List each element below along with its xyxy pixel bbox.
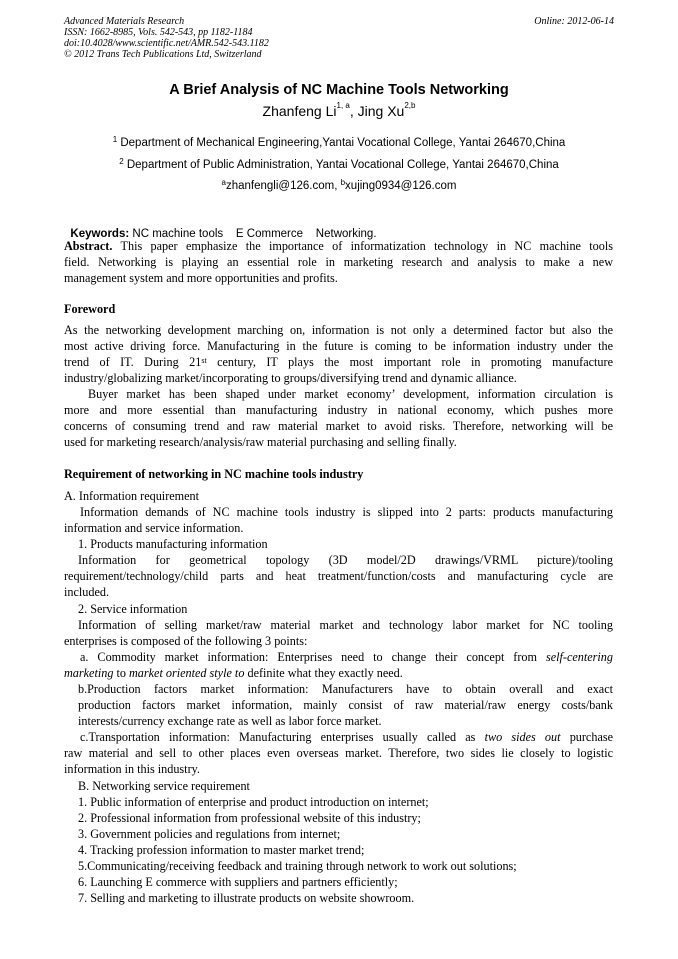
point-a-line-1-text: a. Commodity market information: Enterprises need to change their concept from [80,650,546,664]
abstract-text-1: This paper emphasize the importance of informatization technology in NC machine tools [112,239,613,253]
point-b-line-1: b.Production factors market information: Manufacturers have to obtain overall and exact [78,682,613,696]
item-1-text-line-3: included. [64,585,110,599]
abstract-line-2: field. Networking is playing an essential role in marketing research and analysis to make a new [64,255,613,269]
foreword-p1-line-3-sup: st [201,356,207,365]
point-a-line-2-text-2: definite what they exactly need. [244,666,403,680]
affiliation-1-text: Department of Mechanical Engineering,Yantai Vocational College, Yantai 264670,China [120,137,566,149]
foreword-p2-line-3: concerns of consuming trend and raw material market to avoid risks. Therefore, networking will be [64,419,613,433]
point-c-line-1-italic: two sides out [484,730,561,744]
email-line [0,180,678,192]
foreword-p1-line-3-b: century, IT plays the most important role in promoting manufacture [206,355,613,369]
affiliation-1 [0,137,678,149]
point-a-line-2 [64,666,403,682]
list-item: 7. Selling and marketing to illustrate products on website showroom. [78,891,415,905]
item-1-title: 1. Products manufacturing information [78,537,268,551]
list-item: 2. Professional information from professional website of this industry; [78,811,421,825]
author-2-sup: 2,b [404,101,416,110]
list-item: 1. Public information of enterprise and product introduction on internet; [78,795,429,809]
affiliation-2 [0,159,678,171]
section-a-intro-line-2: information and service information. [64,521,244,535]
foreword-p1-line-2: most active driving force. Manufacturing in the future is coming to be information industry under the [64,339,613,353]
item-2-title: 2. Service information [78,602,188,616]
affiliation-1-sup: 1 [112,135,118,144]
requirement-heading: Requirement of networking in NC machine tools industry [64,467,364,481]
foreword-p1-line-3 [64,355,613,371]
doi-line[interactable]: doi:10.4028/www.scientific.net/AMR.542-543.1182 [64,38,269,49]
foreword-p2-line-1: Buyer market has been shaped under market economy’ development, information circulation is [88,387,613,401]
issn-line: ISSN: 1662-8985, Vols. 542-543, pp 1182-1184 [64,27,253,38]
foreword-p2-line-4: used for marketing research/analysis/raw material purchasing and selling finally. [64,435,457,449]
authors-line [0,103,678,119]
keywords-line [64,216,377,240]
section-b-title: B. Networking service requirement [78,779,250,793]
abstract-line-3: management system and more opportunities and profits. [64,271,338,285]
foreword-p2-line-2: more and more essential than manufacturing industry in national economy, which pushes more [64,403,613,417]
foreword-p1-line-1: As the networking development marching on, information is not only a determined factor but also the [64,323,613,337]
email-b[interactable]: xujing0934@126.com [345,180,457,192]
list-item: 3. Government policies and regulations from internet; [78,827,341,841]
abstract-label: Abstract. [64,239,113,253]
email-a-sup: a [221,178,226,187]
point-c-line-1-text-2: purchase [560,730,613,744]
keywords-text: NC machine tools E Commerce Networking. [129,228,377,240]
point-a-line-1-italic: self-centering [545,650,613,664]
point-a-line-2-italic-2: market oriented style to [129,666,245,680]
affiliation-2-text: Department of Public Administration, Yantai Vocational College, Yantai 264670,China [126,159,559,171]
paper-title: A Brief Analysis of NC Machine Tools Networking [169,82,509,98]
foreword-p1-line-4: industry/globalizing market/incorporating to groups/diversifying trend and dynamic alliance. [64,371,517,385]
author-1: Zhanfeng Li [262,103,337,119]
point-c-line-1-text-1: c.Transportation information: Manufacturing enterprises usually called as [80,730,485,744]
point-a-line-1 [80,650,613,666]
point-c-line-2: raw material and sell to other places even overseas market. Therefore, two sides lie closely to logistic [64,746,613,760]
item-1-text-line-1: Information for geometrical topology (3D model/2D drawings/VRML picture)/tooling [78,553,613,567]
journal-name: Advanced Materials Research [64,16,185,27]
list-item: 6. Launching E commerce with suppliers and partners efficiently; [78,875,398,889]
point-c-line-1 [80,730,613,746]
section-a-title: A. Information requirement [64,489,200,503]
point-b-line-2: production factors market information, mainly consist of raw material/raw energy costs/bank [78,698,613,712]
point-a-line-2-text-1: to [113,666,129,680]
foreword-heading: Foreword [64,302,116,316]
keywords-label: Keywords: [70,228,130,240]
list-item: 4. Tracking profession information to master market trend; [78,843,365,857]
online-date: Online: 2012-06-14 [534,16,614,27]
point-b-line-3: interests/currency exchange rate as well as labor force market. [78,714,382,728]
copyright-line: © 2012 Trans Tech Publications Ltd, Switzerland [64,49,262,60]
item-1-text-line-2: requirement/technology/child parts and heat treatment/function/costs and manufacturing cycle are [64,569,613,583]
abstract-line-1 [64,239,613,255]
item-2-text-line-1: Information of selling market/raw material market and technology labor market for NC tooling [78,618,613,632]
author-2: Jing Xu [357,103,405,119]
section-a-intro-line-1: Information demands of NC machine tools industry is slipped into 2 parts: products manufacturing [80,505,613,519]
foreword-p1-line-3-a: trend of IT. During 21 [64,355,202,369]
affiliation-2-sup: 2 [119,157,124,166]
author-1-sup: 1, a [336,101,350,110]
email-a[interactable]: zhanfengli@126.com, [225,180,341,192]
list-item: 5.Communicating/receiving feedback and training through network to work out solutions; [78,859,517,873]
author-separator: , [349,103,358,119]
point-c-line-3: information in this industry. [64,762,200,776]
email-b-sup: b [340,178,346,187]
point-a-line-2-italic-1: marketing [64,666,114,680]
item-2-text-line-2: enterprises is composed of the following 3 points: [64,634,308,648]
